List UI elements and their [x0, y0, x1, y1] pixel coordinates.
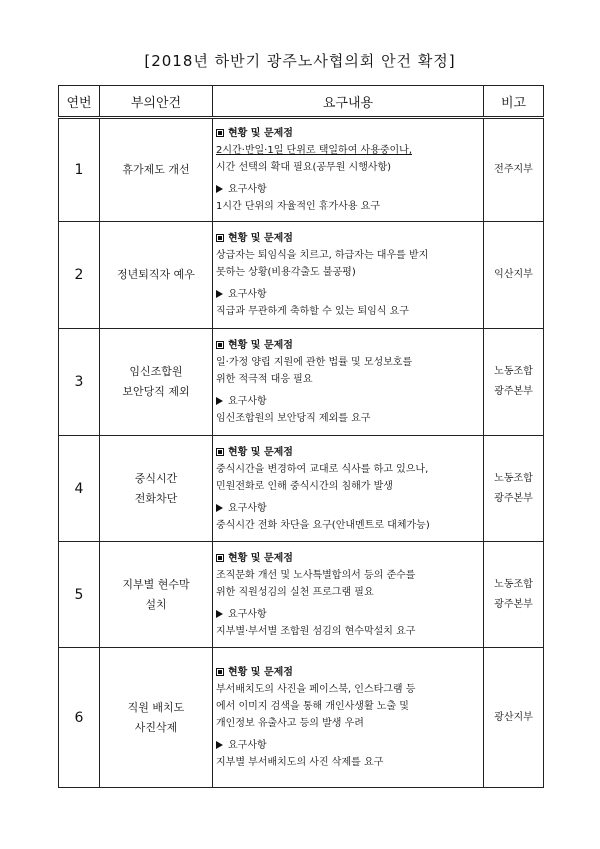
triangle-bullet-icon — [216, 741, 223, 749]
status-heading-label: 현황 및 문제점 — [228, 340, 293, 351]
request-heading-label: 요구사항 — [228, 289, 267, 300]
document-title: [2018년 하반기 광주노사협의회 안건 확정] — [144, 52, 456, 70]
status-heading — [216, 230, 483, 247]
row-number: 6 — [59, 648, 100, 788]
note-cell — [484, 542, 544, 648]
agenda-item-line: 설치 — [145, 597, 167, 611]
agenda-item — [100, 542, 213, 648]
request-heading — [216, 606, 483, 623]
status-line: 조직문화 개선 및 노사특별합의서 등의 준수를 — [216, 569, 416, 581]
checkbox-square-icon — [216, 448, 224, 456]
status-heading — [216, 664, 483, 681]
agenda-table — [58, 85, 544, 788]
row-number: 1 — [59, 118, 100, 222]
request-heading-label: 요구사항 — [228, 608, 267, 620]
agenda-item-line: 보안당직 제외 — [122, 385, 190, 398]
status-line: 위한 직원성김의 실천 프로그램 필요 — [216, 586, 374, 598]
request-content — [213, 648, 484, 788]
agenda-item-line: 전화차단 — [134, 491, 178, 505]
status-line: 부서배치도의 사진을 페이스북, 인스타그램 등 — [216, 684, 416, 695]
note-cell — [484, 118, 544, 222]
status-heading-label: 현황 및 문제점 — [228, 128, 293, 139]
status-heading — [216, 550, 483, 567]
agenda-item-line: 휴가제도 개선 — [122, 163, 190, 176]
note-cell — [484, 648, 544, 788]
note-line: 노동조합 — [494, 366, 533, 377]
note-line: 광주본부 — [494, 386, 533, 397]
row-number: 4 — [59, 436, 100, 542]
agenda-item — [100, 222, 213, 329]
status-line: 민원전화로 인해 중식시간의 침해가 발생 — [216, 480, 393, 492]
header-no: 연번 — [59, 86, 100, 118]
agenda-item-line: 지부별 현수막 — [122, 577, 190, 591]
status-heading-label: 현황 및 문제점 — [228, 552, 293, 564]
request-heading-label: 요구사항 — [228, 396, 267, 407]
row-number: 3 — [59, 329, 100, 436]
status-line: 위한 적극적 대응 필요 — [216, 374, 313, 385]
request-line: 지부별 부서배치도의 사진 삭제를 요구 — [216, 757, 384, 768]
request-heading — [216, 500, 483, 517]
triangle-bullet-icon — [216, 504, 223, 512]
header-row — [59, 86, 544, 118]
agenda-item — [100, 118, 213, 222]
header-note: 비고 — [484, 86, 544, 118]
table-row — [59, 329, 544, 436]
checkbox-square-icon — [216, 668, 224, 676]
note-line: 광주본부 — [494, 492, 533, 504]
table-row — [59, 118, 544, 222]
request-line: 중식시간 전화 차단을 요구(안내멘트로 대체가능) — [216, 519, 430, 531]
request-heading-label: 요구사항 — [228, 740, 267, 751]
status-line: 중식시간을 변경하여 교대로 식사를 하고 있으나, — [216, 463, 429, 475]
request-heading — [216, 737, 483, 754]
triangle-bullet-icon — [216, 185, 223, 193]
agenda-item-line: 직원 배치도 — [127, 700, 185, 714]
checkbox-square-icon — [216, 129, 224, 137]
status-line: 못하는 상황(비용각출도 불공평) — [216, 267, 356, 278]
checkbox-square-icon — [216, 341, 224, 349]
request-line: 임신조합원의 보안당직 제외를 요구 — [216, 413, 371, 424]
request-content — [213, 118, 484, 222]
status-heading — [216, 125, 483, 142]
triangle-bullet-icon — [216, 397, 223, 405]
note-line: 노동조합 — [494, 578, 533, 590]
request-content — [213, 329, 484, 436]
status-line: 에서 이미지 검색을 통해 개인사생활 노출 및 — [216, 701, 409, 712]
header-item: 부의안건 — [100, 86, 213, 118]
request-heading-label: 요구사항 — [228, 502, 267, 514]
agenda-item — [100, 648, 213, 788]
table-row — [59, 648, 544, 788]
request-line: 직급과 무관하게 축하할 수 있는 퇴임식 요구 — [216, 306, 409, 317]
agenda-item-line: 사진삭제 — [134, 720, 178, 734]
status-line: 개인정보 유출사고 등의 발생 우려 — [216, 718, 364, 729]
status-line: 2시간·반일·1일 단위로 택일하여 사용중이나, — [216, 145, 413, 156]
agenda-item — [100, 436, 213, 542]
note-cell — [484, 436, 544, 542]
status-line: 시간 선택의 확대 필요(공무원 시행사항) — [216, 162, 392, 173]
header-content: 요구내용 — [213, 86, 484, 118]
status-heading — [216, 444, 483, 461]
row-number: 2 — [59, 222, 100, 329]
table-row — [59, 222, 544, 329]
request-content — [213, 436, 484, 542]
note-line: 전주지부 — [494, 164, 533, 175]
request-line: 지부별·부서별 조합원 섬김의 현수막설치 요구 — [216, 625, 416, 637]
row-number: 5 — [59, 542, 100, 648]
note-cell — [484, 222, 544, 329]
note-line: 광주본부 — [494, 598, 533, 610]
agenda-item-line: 정년퇴직자 예우 — [117, 268, 195, 281]
request-content — [213, 222, 484, 329]
request-heading — [216, 286, 483, 303]
checkbox-square-icon — [216, 554, 224, 562]
agenda-item-line: 중식시간 — [134, 471, 178, 485]
triangle-bullet-icon — [216, 290, 223, 298]
status-heading-label: 현황 및 문제점 — [228, 233, 293, 244]
note-line: 광산지부 — [494, 711, 533, 723]
agenda-item — [100, 329, 213, 436]
request-content — [213, 542, 484, 648]
note-line: 익산지부 — [494, 269, 533, 280]
agenda-item-line: 임신조합원 — [129, 365, 183, 378]
status-line: 상급자는 퇴임식을 치르고, 하급자는 대우를 받지 — [216, 250, 429, 261]
request-heading — [216, 181, 483, 198]
status-line: 일·가정 양립 지원에 관한 법률 및 모성보호를 — [216, 357, 413, 368]
checkbox-square-icon — [216, 234, 224, 242]
status-heading — [216, 337, 483, 354]
status-heading-label: 현황 및 문제점 — [228, 446, 293, 458]
status-heading-label: 현황 및 문제점 — [228, 667, 293, 678]
note-cell — [484, 329, 544, 436]
table-row — [59, 542, 544, 648]
triangle-bullet-icon — [216, 610, 223, 618]
note-line: 노동조합 — [494, 472, 533, 484]
request-line: 1시간 단위의 자율적인 휴가사용 요구 — [216, 201, 380, 212]
request-heading-label: 요구사항 — [228, 184, 267, 195]
table-row — [59, 436, 544, 542]
request-heading — [216, 393, 483, 410]
